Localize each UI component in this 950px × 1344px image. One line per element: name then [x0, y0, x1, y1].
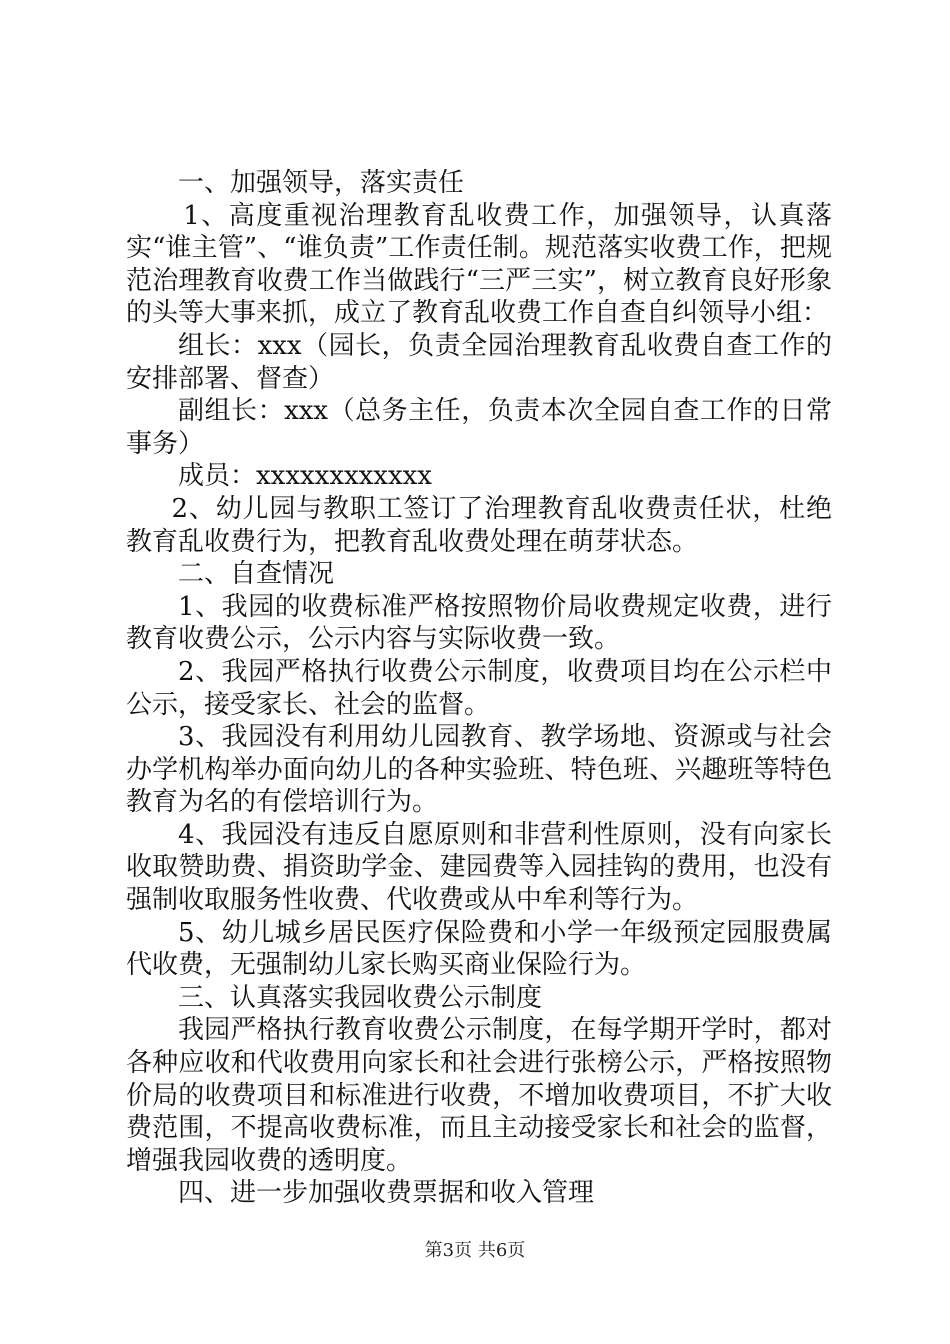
section-heading-2: 二、自查情况 [178, 559, 335, 590]
paragraph-check-3: 3、我园没有利用幼儿园教育、教学场地、资源或与社会办学机构举办面向幼儿的各种实验班、特色班、兴趣班等特色教育为名的有偿培训行为。 [126, 722, 832, 818]
section-heading-3: 三、认真落实我园收费公示制度 [178, 982, 543, 1013]
paragraph-check-4: 4、我园没有违反自愿原则和非营利性原则，没有向家长收取赞助费、捐资助学金、建园费等入园挂钩的费用，也没有强制收取服务性收费、代收费或从中牟利等行为。 [126, 819, 832, 916]
paragraph-2: 2、幼儿园与教职工签订了治理教育乱收费责任状，杜绝教育乱收费行为，把教育乱收费处理在萌芽状态。 [126, 493, 832, 557]
paragraph-check-2: 2、我园严格执行收费公示制度，收费项目均在公示栏中公示，接受家长、社会的监督。 [126, 656, 832, 720]
section-heading-4: 四、进一步加强收费票据和收入管理 [178, 1178, 595, 1209]
paragraph-check-5: 5、幼儿城乡居民医疗保险费和小学一年级预定园服费属代收费，无强制幼儿家长购买商业保险行为。 [126, 917, 832, 981]
paragraph-group-leader: 组长：xxx（园长，负责全园治理教育乱收费自查工作的安排部署、督查） [126, 330, 832, 394]
document-body [126, 167, 832, 1210]
paragraph-publicity: 我园严格执行教育收费公示制度，在每学期开学时，都对各种应收和代收费用向家长和社会进行张榜公示，严格按照物价局的收费项目和标准进行收费，不增加收费项目，不扩大收费范围，不提高收费标准，而且主动接受家长和社会的监督，增强我园收费的透明度。 [126, 1015, 832, 1176]
paragraph-members: 成员：xxxxxxxxxxxx [178, 461, 432, 492]
page-number-footer: 第3页 共6页 [424, 1240, 526, 1261]
paragraph-1: 1、高度重视治理教育乱收费工作，加强领导，认真落实“谁主管”、“谁负责”工作责任制。规范落实收费工作，把规范治理教育收费工作当做践行“三严三实”，树立教育良好形象的头等大事来抓，成立了教育乱收费工作自查自纠领导小组： [126, 200, 832, 329]
section-heading-1: 一、加强领导，落实责任 [178, 168, 465, 198]
paragraph-deputy-leader: 副组长：xxx（总务主任，负责本次全园自查工作的日常事务） [126, 396, 832, 459]
paragraph-check-1: 1、我园的收费标准严格按照物价局收费规定收费，进行教育收费公示，公示内容与实际收费一致。 [126, 591, 832, 655]
